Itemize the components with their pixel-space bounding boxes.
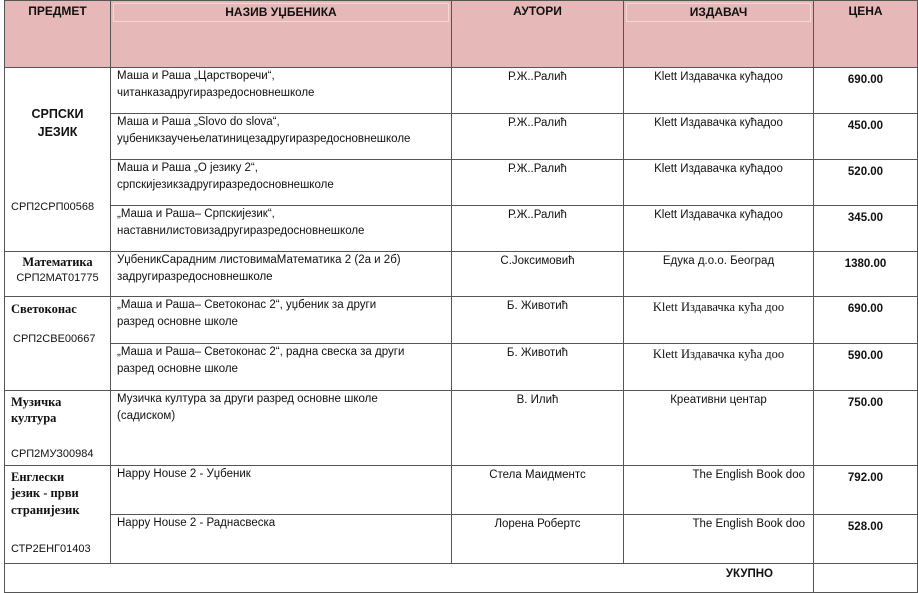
book-price: 345.00	[814, 206, 918, 252]
book-authors: Р.Ж..Ралић	[452, 206, 624, 252]
book-authors: Р.Ж..Ралић	[452, 160, 624, 206]
total-value	[814, 564, 918, 593]
subject-name: Енглески језик - први странијезик	[11, 470, 80, 517]
book-publisher: Креативни центар	[624, 391, 814, 466]
table-row	[5, 68, 918, 114]
book-authors: Р.Ж..Ралић	[452, 114, 624, 160]
table-row	[5, 252, 918, 297]
book-authors: С.Јоксимовић	[452, 252, 624, 297]
book-price: 450.00	[814, 114, 918, 160]
table-row	[5, 297, 918, 344]
book-title: Маша и Раша „О језику 2“, српскијезикзадругиразредосновнешколе	[111, 160, 452, 206]
subject-name: Светоконас	[11, 302, 77, 316]
subject-cell-srpski	[5, 68, 111, 252]
book-price: 590.00	[814, 344, 918, 391]
book-authors: Б. Животић	[452, 344, 624, 391]
book-authors: Лорена Робертс	[452, 515, 624, 564]
book-title: УџбеникСарадним листовимаМатематика 2 (2а и 2б) задругиразредосновнешколе	[111, 252, 452, 297]
subject-code: СРП2МАТ01775	[16, 272, 99, 285]
book-price: 690.00	[814, 297, 918, 344]
book-publisher: Klett Издавачка кућадоо	[624, 160, 814, 206]
table-row	[5, 515, 918, 564]
table-row	[5, 160, 918, 206]
table-row	[5, 391, 918, 466]
subject-cell-matematika	[5, 252, 111, 297]
book-publisher: Klett Издавачка кућадоо	[624, 206, 814, 252]
book-price: 750.00	[814, 391, 918, 466]
subject-code: СРП2СРП00568	[11, 201, 95, 213]
subject-code: СРП2МУЗ00984	[11, 448, 94, 460]
subject-name: СРПСКИ ЈЕЗИК	[31, 107, 84, 140]
subject-code: СРП2СВЕ00667	[13, 333, 96, 346]
subject-cell-svet	[5, 297, 111, 391]
book-title: Маша и Раша „Slovo do slova“, уџбеникзаучењелатиницезадругиразредосновнешколе	[111, 114, 452, 160]
book-publisher: Едука д.о.о. Београд	[624, 252, 814, 297]
book-title: Музичка култура за други разред основне школе (садиском)	[111, 391, 452, 466]
book-publisher: Klett Издавачка кућа доо	[624, 297, 814, 344]
book-publisher: The English Book doo	[624, 466, 814, 515]
book-price: 528.00	[814, 515, 918, 564]
total-row	[5, 564, 918, 593]
header-authors: АУТОРИ	[452, 1, 624, 68]
book-title: Happy House 2 - Раднасвеска	[111, 515, 452, 564]
book-publisher: Klett Издавачка кућа доо	[624, 344, 814, 391]
book-title: „Маша и Раша– Светоконас 2“, уџбеник за други разред основне школе	[111, 297, 452, 344]
total-label: УКУПНО	[5, 564, 814, 593]
header-publisher: ИЗДАВАЧ	[624, 1, 814, 68]
book-authors: Стела Маидментс	[452, 466, 624, 515]
book-title: „Маша и Раша– Српскијезик“, наставнилистовизадругиразредосновнешколе	[111, 206, 452, 252]
header-title: НАЗИВ УЏБЕНИКА	[111, 1, 452, 68]
table-row	[5, 344, 918, 391]
book-title: Happy House 2 - Уџбеник	[111, 466, 452, 515]
book-authors: В. Илић	[452, 391, 624, 466]
book-publisher: The English Book doo	[624, 515, 814, 564]
book-publisher: Klett Издавачка кућадоо	[624, 68, 814, 114]
subject-cell-muzicka	[5, 391, 111, 466]
book-publisher: Klett Издавачка кућадоо	[624, 114, 814, 160]
table-row	[5, 206, 918, 252]
subject-cell-engleski	[5, 466, 111, 564]
book-title: Маша и Раша „Царстворечи“, читанказадругиразредосновнешколе	[111, 68, 452, 114]
textbook-table	[4, 0, 918, 593]
book-price: 520.00	[814, 160, 918, 206]
header-price: ЦЕНА	[814, 1, 918, 68]
subject-name: Музичка култура	[11, 395, 62, 426]
book-authors: Р.Ж..Ралић	[452, 68, 624, 114]
subject-code: СТР2ЕНГ01403	[11, 543, 91, 555]
book-price: 792.00	[814, 466, 918, 515]
book-price: 690.00	[814, 68, 918, 114]
header-subject: ПРЕДМЕТ	[5, 1, 111, 68]
book-authors: Б. Животић	[452, 297, 624, 344]
table-row	[5, 114, 918, 160]
book-title: „Маша и Раша– Светоконас 2“, радна свеска за други разред основне школе	[111, 344, 452, 391]
subject-name: Математика	[22, 255, 93, 269]
header-row	[5, 1, 918, 68]
book-price: 1380.00	[814, 252, 918, 297]
table-row	[5, 466, 918, 515]
